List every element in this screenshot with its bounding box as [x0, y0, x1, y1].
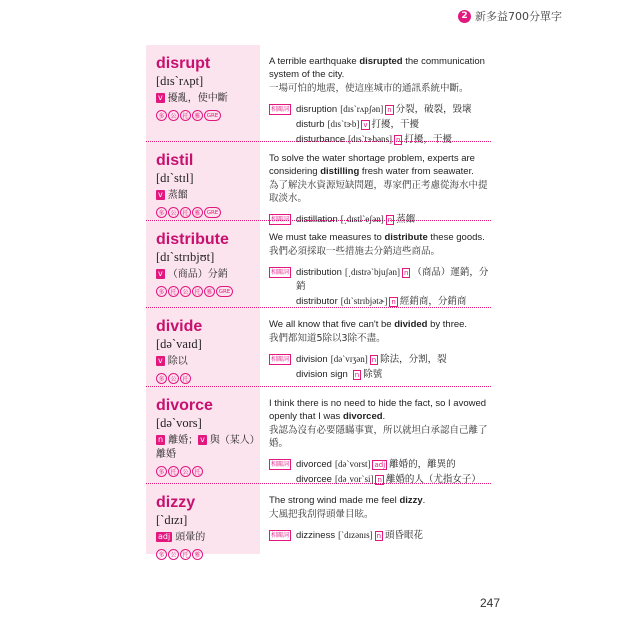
- entry-headword-panel: [146, 45, 260, 141]
- exam-badges: [156, 373, 260, 384]
- highlighted-word: distribute: [384, 232, 428, 243]
- related-meaning: 除號: [363, 369, 383, 380]
- related-phonetic: [dɪsˋtɝb]: [327, 119, 360, 129]
- meaning-text: 頭暈的: [175, 532, 206, 543]
- highlighted-word: divided: [394, 319, 428, 330]
- meaning-text: 與（某人）離婚: [156, 435, 260, 460]
- entry-headword-panel: [146, 142, 260, 220]
- related-meaning: 離婚的人（尤指女子）: [385, 474, 481, 485]
- exam-badge: 托: [168, 466, 179, 477]
- meaning: [156, 189, 260, 203]
- exam-badge: 多: [156, 373, 167, 384]
- related-words: [269, 352, 491, 382]
- phonetic: [dɪˋstɪl]: [156, 171, 194, 185]
- headword: distil: [156, 152, 194, 169]
- pos-tag: n: [403, 269, 409, 277]
- related-words: [269, 102, 491, 147]
- related-phonetic: [͵dɪstlˋeʃən]: [340, 214, 384, 224]
- example-text: A terrible earthquake: [269, 56, 360, 67]
- related-word: [296, 102, 472, 117]
- example-sentence-zh: 我們必須採取一些措施去分銷這些商品。: [269, 246, 441, 257]
- exam-badge: 多: [156, 466, 167, 477]
- pos-tag: n: [387, 216, 393, 224]
- exam-badge: 托: [168, 286, 179, 297]
- entry-detail-panel: [260, 308, 491, 386]
- related-meaning: 經銷商，分銷商: [399, 296, 467, 307]
- example-text: by three.: [427, 319, 468, 330]
- meaning-text: 蒸餾: [167, 190, 188, 201]
- related-word: [296, 352, 447, 367]
- vocab-entry: [146, 142, 491, 225]
- highlighted-word: disrupted: [359, 56, 403, 67]
- phonetic: [dəˋvors]: [156, 416, 202, 430]
- related-words: [269, 265, 491, 309]
- meaning: [156, 268, 260, 282]
- related-label: 相關詞: [271, 106, 290, 113]
- entry-headword-panel: [146, 484, 260, 559]
- pos-tag: n: [354, 371, 360, 379]
- related-meaning: 打擾，干擾: [404, 134, 452, 145]
- meaning-text: 離婚；: [168, 435, 199, 446]
- related-word-text: division: [296, 354, 328, 365]
- exam-badge: 托: [180, 110, 191, 121]
- example-text: We must take measures to: [269, 232, 385, 243]
- meaning-text: 擾亂，使中斷: [167, 93, 228, 104]
- related-phonetic: [dəˋvorst]: [334, 459, 371, 469]
- related-meaning: （商品）運銷，分銷: [296, 267, 489, 292]
- meaning: [156, 531, 260, 545]
- example-text: these goods.: [427, 232, 485, 243]
- example-text: We all know that five can't be: [269, 319, 395, 330]
- related-word-text: division sign: [296, 369, 348, 380]
- related-label: 相關詞: [271, 532, 290, 539]
- headword: divorce: [156, 397, 213, 414]
- related-word: [296, 367, 447, 382]
- pos-tag: v: [158, 269, 163, 278]
- pos-tag: n: [387, 106, 392, 114]
- related-meaning: 離婚的，離異的: [389, 459, 456, 470]
- related-word: [296, 294, 491, 309]
- exam-badge: 雅: [192, 549, 203, 560]
- related-meaning: 蒸餾: [396, 214, 416, 225]
- example-sentence-zh: 大風把我刮得頭暈目眩。: [269, 509, 374, 520]
- entry-headword-panel: [146, 221, 260, 307]
- pos-tag: adj: [374, 461, 386, 469]
- highlighted-word: distilling: [320, 166, 360, 177]
- example-sentence-zh: 一場可怕的地震，使這座城市的通訊系統中斷。: [269, 83, 469, 94]
- related-word-text: distributor: [296, 296, 338, 307]
- vocab-entry: [146, 484, 491, 559]
- related-word-text: dizziness: [296, 530, 336, 541]
- page-header: [458, 8, 562, 24]
- exam-badge: 公: [168, 110, 179, 121]
- pos-tag: v: [363, 121, 368, 129]
- pos-tag: v: [158, 356, 163, 365]
- example-sentence-en: [269, 318, 491, 331]
- related-word-text: distillation: [296, 214, 338, 225]
- phonetic: [dɪsˋrʌpt]: [156, 74, 204, 88]
- exam-badge: 公: [168, 373, 179, 384]
- example-sentence-en: [269, 231, 491, 244]
- entry-headword-panel: [146, 387, 260, 483]
- related-label: 相關詞: [271, 461, 290, 468]
- entry-detail-panel: [260, 484, 491, 554]
- exam-badge: 雅: [204, 286, 215, 297]
- page-number: 247: [479, 596, 500, 610]
- meaning: [156, 355, 260, 369]
- highlighted-word: divorced: [342, 411, 383, 422]
- example-sentence-en: [269, 55, 491, 81]
- exam-badge: 多: [156, 110, 167, 121]
- example-text: .: [422, 495, 426, 506]
- exam-badge: 公: [180, 286, 191, 297]
- related-word-text: divorced: [296, 459, 332, 470]
- example-sentence-en: [269, 397, 491, 423]
- related-word: [296, 265, 491, 294]
- exam-badges: [156, 466, 260, 477]
- related-meaning: 分裂，破裂，毀壞: [395, 104, 472, 115]
- exam-badge: GRE: [204, 207, 221, 218]
- related-phonetic: [ˋdɪzənɪs]: [338, 530, 373, 540]
- vocab-entry: [146, 308, 491, 387]
- related-phonetic: [dəˋvɪʒən]: [330, 354, 368, 364]
- exam-badge: 托: [192, 466, 203, 477]
- pos-tag: v: [158, 93, 163, 102]
- meaning-text: 除以: [167, 356, 188, 367]
- entry-detail-panel: [260, 221, 491, 307]
- vocab-entry: [146, 387, 491, 484]
- exam-badge: 多: [156, 207, 167, 218]
- related-word-text: divorcee: [296, 474, 332, 485]
- exam-badges: [156, 549, 260, 560]
- phonetic: [dɪˋstrɪbjʊt]: [156, 250, 215, 264]
- pos-tag: adj: [158, 532, 171, 541]
- entry-list: [146, 45, 491, 559]
- headword: dizzy: [156, 494, 196, 511]
- pos-tag: n: [371, 356, 377, 364]
- related-phonetic: [dɪsˋrʌpʃən]: [340, 104, 384, 114]
- exam-badge: 雅: [192, 110, 203, 121]
- related-word-text: disturbance: [296, 134, 346, 145]
- exam-badge: 托: [180, 549, 191, 560]
- example-sentence-en: [269, 494, 491, 507]
- related-words: [269, 457, 491, 487]
- headword: disrupt: [156, 55, 211, 72]
- example-sentence-zh: 我們都知道5除以3除不盡。: [269, 333, 386, 344]
- exam-badge: GRE: [204, 110, 221, 121]
- exam-badges: [156, 207, 260, 218]
- related-word: [296, 117, 472, 132]
- phonetic: [ˋdɪzɪ]: [156, 513, 188, 527]
- exam-badge: 公: [168, 549, 179, 560]
- exam-badges: [156, 286, 260, 297]
- related-phonetic: [͵dɪstrəˋbjuʃən]: [345, 267, 400, 277]
- vocab-entry: [146, 221, 491, 308]
- exam-badge: 多: [156, 549, 167, 560]
- meaning: [156, 434, 260, 462]
- exam-badge: 公: [168, 207, 179, 218]
- related-words: [269, 528, 491, 543]
- example-sentence-zh: 為了解決水資源短缺問題，專家們正考慮從海水中提取淡水。: [269, 180, 488, 204]
- example-text: the communication system of the city.: [269, 56, 485, 80]
- book-title: 新多益700分單字: [475, 10, 562, 23]
- pos-tag: n: [391, 298, 396, 306]
- exam-badge: 托: [180, 207, 191, 218]
- phonetic: [dəˋvaɪd]: [156, 337, 202, 351]
- exam-badge: 托: [192, 286, 203, 297]
- pos-tag: n: [377, 476, 382, 484]
- related-meaning: 除法，分割，裂: [380, 354, 447, 365]
- related-meaning: 頭昏眼花: [385, 530, 424, 541]
- related-phonetic: [dɪˋstrɪbjətɚ]: [340, 296, 388, 306]
- headword: distribute: [156, 231, 229, 248]
- entry-headword-panel: [146, 308, 260, 386]
- related-word-text: distribution: [296, 267, 342, 278]
- exam-badge: 多: [156, 286, 167, 297]
- exam-badges: [156, 110, 260, 121]
- entry-detail-panel: [260, 387, 491, 483]
- vocab-entry: [146, 45, 491, 145]
- related-word-text: disturb: [296, 119, 325, 130]
- example-text: fresh water from seawater.: [359, 166, 474, 177]
- pos-tag: n: [158, 435, 164, 444]
- exam-badge: 公: [180, 466, 191, 477]
- exam-badge: 雅: [192, 207, 203, 218]
- highlighted-word: dizzy: [399, 495, 423, 506]
- pos-tag: n: [395, 136, 401, 144]
- example-sentence-en: [269, 152, 491, 178]
- pos-tag: n: [376, 532, 382, 540]
- related-label: 相關詞: [271, 216, 290, 223]
- related-label: 相關詞: [271, 356, 290, 363]
- example-text: The strong wind made me feel: [269, 495, 400, 506]
- pos-tag: v: [200, 435, 205, 444]
- related-word: [296, 457, 481, 472]
- exam-badge: 托: [180, 373, 191, 384]
- exam-badge: GRE: [216, 286, 233, 297]
- meaning-text: （商品）分銷: [167, 269, 228, 280]
- related-label: 相關詞: [271, 269, 290, 276]
- entry-detail-panel: [260, 142, 491, 225]
- related-word: [296, 528, 423, 543]
- meaning: [156, 92, 260, 106]
- chapter-badge: 2: [458, 10, 471, 23]
- related-phonetic: [də͵vorˋsi]: [334, 474, 374, 484]
- headword: divide: [156, 318, 203, 335]
- example-sentence-zh: 我認為沒有必要隱瞞事實，所以就坦白承認自己離了婚。: [269, 425, 488, 449]
- related-phonetic: [dɪsˋtɝbəns]: [348, 134, 392, 144]
- example-text: I think there is no need to hide the fact, so I avowed openly that I was: [269, 398, 487, 422]
- example-text: To solve the water shortage problem, experts are considering: [269, 153, 475, 177]
- related-meaning: 打擾，干擾: [371, 119, 420, 130]
- pos-tag: v: [158, 190, 163, 199]
- entry-detail-panel: [260, 45, 491, 145]
- related-word-text: disruption: [296, 104, 338, 115]
- example-text: .: [382, 411, 386, 422]
